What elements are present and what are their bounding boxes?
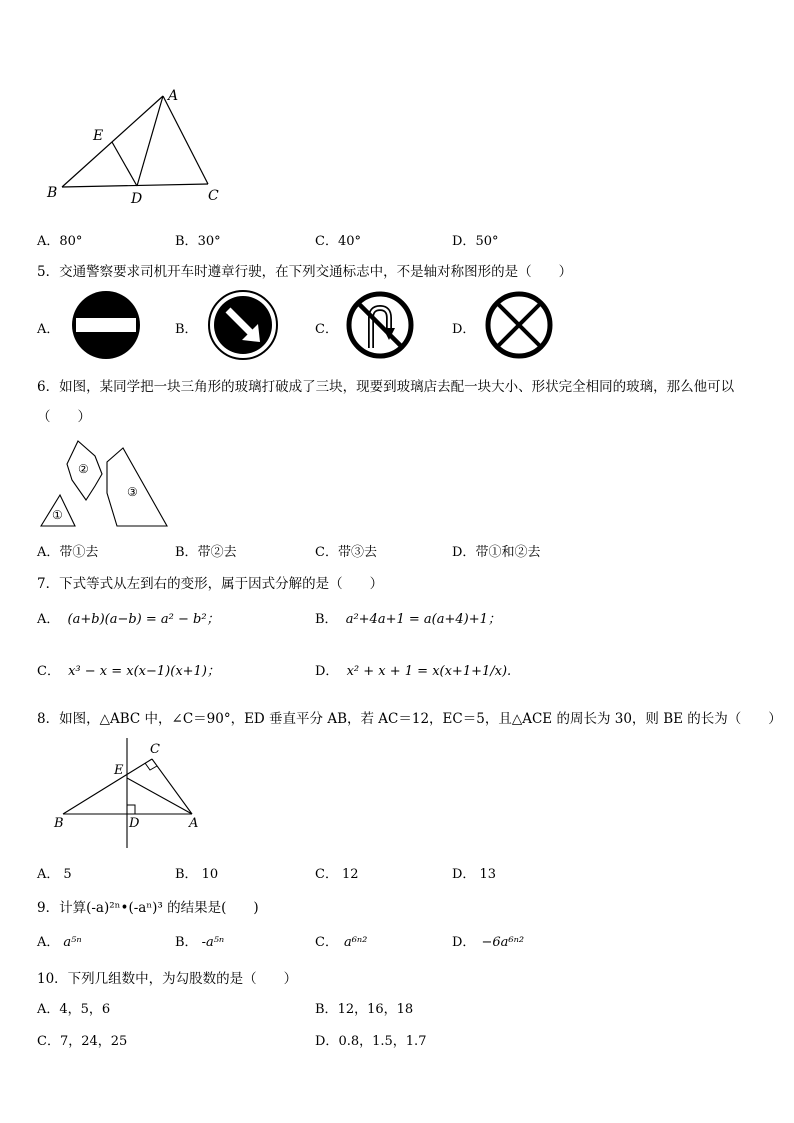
- q7-option-a[interactable]: A． (a+b)(a−b) = a² − b²；: [37, 612, 220, 627]
- q7-option-d[interactable]: D． x² + x + 1 = x(x+1+1/x).: [315, 664, 512, 679]
- q8-option-a[interactable]: A． 5: [37, 867, 72, 882]
- piece-2-label: ②: [78, 462, 89, 476]
- q4-label-a: A: [168, 88, 179, 104]
- q4-label-e: E: [93, 128, 104, 144]
- q8-option-d[interactable]: D． 13: [452, 867, 496, 882]
- q4-option-a[interactable]: A．80°: [37, 234, 83, 249]
- q8-option-b[interactable]: B． 10: [175, 867, 219, 882]
- q9-option-b[interactable]: B． -a⁵ⁿ: [175, 935, 225, 950]
- q6-option-d[interactable]: D．带①和②去: [452, 545, 541, 560]
- q7-option-c-expr: x³ − x = x(x−1)(x+1)；: [68, 664, 220, 679]
- q4-label-b: B: [47, 185, 58, 201]
- q10-option-d[interactable]: D．0.8，1.5，1.7: [315, 1034, 427, 1049]
- q7-stem: 7．下式等式从左到右的变形，属于因式分解的是（ ）: [37, 576, 384, 592]
- piece-1-label: ①: [52, 508, 63, 522]
- q10-option-b[interactable]: B．12，16，18: [315, 1002, 414, 1017]
- q4-option-d[interactable]: D．50°: [452, 234, 499, 249]
- q5-option-a-label[interactable]: A．: [37, 322, 60, 337]
- q7-option-b-expr: a²+4a+1 = a(a+4)+1；: [345, 612, 501, 627]
- q6-option-a[interactable]: A．带①去: [37, 545, 99, 560]
- q7-option-d-expr: x² + x + 1 = x(x+1+1/x).: [346, 664, 512, 679]
- q7-option-c[interactable]: C． x³ − x = x(x−1)(x+1)；: [37, 664, 220, 679]
- q6-stem-line1: 6．如图，某同学把一块三角形的玻璃打破成了三块，现要到玻璃店去配一块大小、形状完全相同的玻璃，那么他可以: [37, 379, 735, 395]
- q8-label-e: E: [114, 763, 124, 778]
- q5-option-c-label[interactable]: C．: [315, 322, 338, 337]
- q9-option-c[interactable]: C． a⁶ⁿ²: [315, 935, 368, 950]
- q4-option-b[interactable]: B．30°: [175, 234, 221, 249]
- piece-3-label: ③: [127, 485, 138, 499]
- q6-stem-line2: （ ）: [37, 409, 91, 425]
- q10-option-a[interactable]: A．4，5，6: [37, 1002, 111, 1017]
- q8-label-b: B: [54, 816, 64, 831]
- q4-label-d: D: [131, 191, 143, 207]
- q7-option-b[interactable]: B． a²+4a+1 = a(a+4)+1；: [315, 612, 501, 627]
- q4-label-c: C: [208, 188, 219, 204]
- q5-stem: 5．交通警察要求司机开车时遵章行驶，在下列交通标志中，不是轴对称图形的是（ ）: [37, 264, 573, 280]
- q10-option-c[interactable]: C．7，24，25: [37, 1034, 128, 1049]
- q9-option-d[interactable]: D． −6a⁶ⁿ²: [452, 935, 525, 950]
- q8-option-c[interactable]: C． 12: [315, 867, 359, 882]
- q9-stem: 9．计算(-a)²ⁿ•(-aⁿ)³ 的结果是( ): [37, 900, 259, 916]
- q8-stem: 8．如图，△ABC 中，∠C＝90°，ED 垂直平分 AB，若 AC＝12，EC＝5，且△ACE 的周长为 30，则 BE 的长为（ ）: [37, 711, 782, 727]
- q8-label-d: D: [129, 816, 140, 831]
- q6-option-c[interactable]: C．带③去: [315, 545, 377, 560]
- q8-label-a: A: [189, 816, 199, 831]
- q7-option-a-expr: (a+b)(a−b) = a² − b²；: [67, 612, 220, 627]
- q8-label-c: C: [150, 742, 160, 757]
- q10-stem: 10．下列几组数中，为勾股数的是（ ）: [37, 971, 298, 987]
- q5-option-b-label[interactable]: B．: [175, 322, 198, 337]
- q5-option-d-label[interactable]: D．: [452, 322, 476, 337]
- q4-option-c[interactable]: C．40°: [315, 234, 361, 249]
- q9-option-a[interactable]: A． a⁵ⁿ: [37, 935, 82, 950]
- q6-option-b[interactable]: B．带②去: [175, 545, 237, 560]
